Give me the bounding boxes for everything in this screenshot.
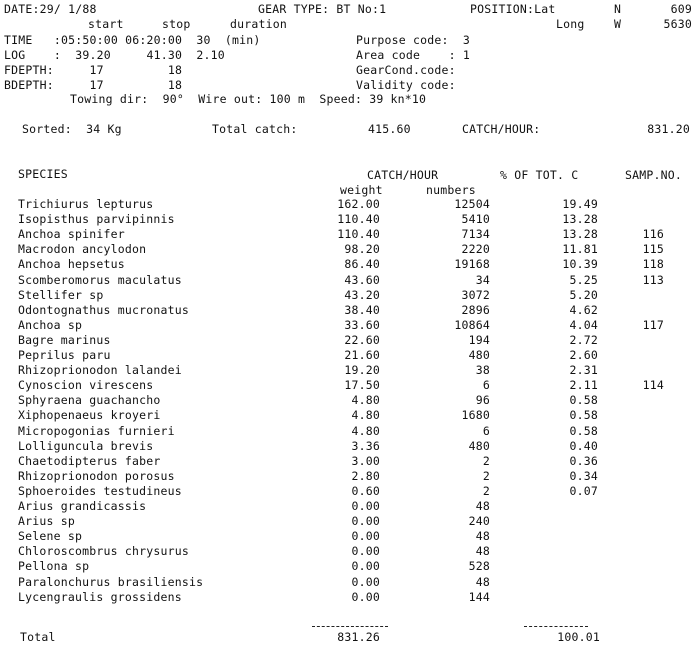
- cell-pct: 13.28: [562, 212, 598, 226]
- validity-code: Validity code:: [356, 78, 456, 92]
- cell-species: Xiphopenaeus kroyeri: [18, 408, 161, 422]
- start-column-label: start: [88, 17, 124, 31]
- log-row: LOG : 39.20 41.30 2.10: [4, 48, 225, 62]
- cell-pct: 10.39: [562, 257, 598, 271]
- cell-species: Rhizoprionodon lalandei: [18, 363, 182, 377]
- weight-header: weight: [340, 183, 383, 197]
- cell-numbers: 7134: [461, 227, 490, 241]
- cell-species: Arius grandicassis: [18, 499, 147, 513]
- cell-weight: 0.60: [351, 484, 380, 498]
- cell-weight: 22.60: [344, 333, 380, 347]
- purpose-code: Purpose code: 3: [356, 33, 470, 47]
- cell-species: Odontognathus mucronatus: [18, 303, 189, 317]
- total-weight: 831.26: [337, 630, 380, 644]
- cell-numbers: 3072: [461, 288, 490, 302]
- cell-pct: 0.58: [569, 408, 598, 422]
- cell-species: Macrodon ancylodon: [18, 242, 147, 256]
- cell-species: Sphyraena guachancho: [18, 393, 161, 407]
- cell-numbers: 528: [468, 559, 490, 573]
- fdepth-row: FDEPTH: 17 18: [4, 63, 183, 77]
- cell-numbers: 480: [468, 348, 490, 362]
- cell-weight: 0.00: [351, 575, 380, 589]
- cell-samp: 114: [642, 378, 664, 392]
- cell-species: Rhizoprionodon porosus: [18, 469, 175, 483]
- cell-numbers: 1680: [461, 408, 490, 422]
- cell-numbers: 194: [468, 333, 490, 347]
- cell-weight: 19.20: [344, 363, 380, 377]
- cell-pct: 2.11: [569, 378, 598, 392]
- cell-pct: 11.81: [562, 242, 598, 256]
- sorted-weight: Sorted: 34 Kg: [22, 122, 122, 136]
- cell-species: Trichiurus lepturus: [18, 197, 154, 211]
- catch-hour-label: CATCH/HOUR:: [462, 122, 541, 136]
- cell-pct: 2.31: [569, 363, 598, 377]
- cell-weight: 0.00: [351, 544, 380, 558]
- cell-pct: 0.58: [569, 424, 598, 438]
- cell-pct: 0.07: [569, 484, 598, 498]
- cell-numbers: 2: [482, 469, 490, 483]
- longitude-value: 5630: [663, 17, 692, 31]
- sample-number-header: SAMP.NO.: [625, 168, 682, 182]
- cell-numbers: 48: [475, 544, 490, 558]
- gearcond-code: GearCond.code:: [356, 63, 456, 77]
- cell-species: Paralonchurus brasiliensis: [18, 575, 204, 589]
- cell-weight: 86.40: [344, 257, 380, 271]
- cell-samp: 113: [642, 273, 664, 287]
- cell-species: Micropogonias furnieri: [18, 424, 175, 438]
- cell-weight: 43.20: [344, 288, 380, 302]
- cell-numbers: 96: [475, 393, 490, 407]
- pct-total-rule: [524, 626, 588, 627]
- stop-column-label: stop: [162, 17, 191, 31]
- cell-pct: 2.72: [569, 333, 598, 347]
- cell-pct: 5.25: [569, 273, 598, 287]
- cell-species: Stellifer sp: [18, 288, 104, 302]
- date-label: DATE:29/ 1/88: [4, 2, 97, 16]
- cell-weight: 0.00: [351, 559, 380, 573]
- cell-species: Lolliguncula brevis: [18, 439, 154, 453]
- cell-species: Chloroscombrus chrysurus: [18, 544, 189, 558]
- cell-numbers: 480: [468, 439, 490, 453]
- cell-species: Arius sp: [18, 514, 75, 528]
- cell-weight: 0.00: [351, 590, 380, 604]
- cell-numbers: 19168: [454, 257, 490, 271]
- cell-samp: 117: [642, 318, 664, 332]
- cell-species: Anchoa spinifer: [18, 227, 125, 241]
- total-catch-label: Total catch:: [212, 122, 298, 136]
- position-label: POSITION:Lat: [470, 2, 556, 16]
- cell-species: Peprilus paru: [18, 348, 111, 362]
- cell-weight: 0.00: [351, 529, 380, 543]
- cell-species: Lycengraulis grossidens: [18, 590, 182, 604]
- cell-species: Chaetodipterus faber: [18, 454, 161, 468]
- cell-weight: 98.20: [344, 242, 380, 256]
- cell-weight: 110.40: [337, 212, 380, 226]
- cell-numbers: 34: [475, 273, 490, 287]
- total-pct: 100.01: [557, 630, 600, 644]
- cell-numbers: 12504: [454, 197, 490, 211]
- cell-weight: 43.60: [344, 273, 380, 287]
- catch-hour-header: CATCH/HOUR: [367, 168, 439, 182]
- cell-pct: 0.36: [569, 454, 598, 468]
- catch-hour-value: 831.20: [647, 122, 690, 136]
- cell-pct: 0.40: [569, 439, 598, 453]
- cell-pct: 2.60: [569, 348, 598, 362]
- cell-weight: 17.50: [344, 378, 380, 392]
- latitude-hemisphere: N: [614, 2, 622, 16]
- cell-weight: 0.00: [351, 514, 380, 528]
- cell-pct: 19.49: [562, 197, 598, 211]
- cell-weight: 2.80: [351, 469, 380, 483]
- cell-species: Sphoeroides testudineus: [18, 484, 182, 498]
- cell-numbers: 6: [482, 378, 490, 392]
- cell-numbers: 5410: [461, 212, 490, 226]
- cell-samp: 118: [642, 257, 664, 271]
- cell-species: Pellona sp: [18, 559, 90, 573]
- cell-pct: 13.28: [562, 227, 598, 241]
- cell-numbers: 2220: [461, 242, 490, 256]
- cell-weight: 38.40: [344, 303, 380, 317]
- pct-total-header: % OF TOT. C: [500, 168, 579, 182]
- cell-weight: 4.80: [351, 424, 380, 438]
- cell-weight: 0.00: [351, 499, 380, 513]
- species-header: SPECIES: [18, 167, 68, 181]
- total-label: Total: [20, 630, 56, 644]
- cell-numbers: 48: [475, 529, 490, 543]
- latitude-value: 609: [670, 2, 692, 16]
- longitude-label: Long: [556, 17, 585, 31]
- longitude-hemisphere: W: [614, 17, 622, 31]
- cell-numbers: 6: [482, 424, 490, 438]
- cell-species: Isopisthus parvipinnis: [18, 212, 175, 226]
- cell-numbers: 48: [475, 499, 490, 513]
- cell-samp: 116: [642, 227, 664, 241]
- cell-weight: 4.80: [351, 393, 380, 407]
- duration-column-label: duration: [230, 17, 287, 31]
- cell-weight: 110.40: [337, 227, 380, 241]
- area-code: Area code : 1: [356, 48, 470, 62]
- total-catch-value: 415.60: [368, 122, 411, 136]
- cell-numbers: 48: [475, 575, 490, 589]
- cell-weight: 162.00: [337, 197, 380, 211]
- cell-weight: 33.60: [344, 318, 380, 332]
- cell-numbers: 2896: [461, 303, 490, 317]
- towing-info: Towing dir: 90° Wire out: 100 m Speed: 39 kn*10: [70, 92, 427, 106]
- cell-weight: 3.36: [351, 439, 380, 453]
- cell-pct: 5.20: [569, 288, 598, 302]
- cell-numbers: 2: [482, 454, 490, 468]
- cell-weight: 21.60: [344, 348, 380, 362]
- cell-numbers: 38: [475, 363, 490, 377]
- cell-samp: 115: [642, 242, 664, 256]
- cell-numbers: 240: [468, 514, 490, 528]
- cell-numbers: 144: [468, 590, 490, 604]
- cell-numbers: 10864: [454, 318, 490, 332]
- gear-type-label: GEAR TYPE: BT No:1: [258, 2, 387, 16]
- cell-pct: 0.34: [569, 469, 598, 483]
- cell-species: Scomberomorus maculatus: [18, 273, 182, 287]
- cell-pct: 0.58: [569, 393, 598, 407]
- numbers-header: numbers: [426, 183, 476, 197]
- bdepth-row: BDEPTH: 17 18: [4, 78, 183, 92]
- time-row: TIME :05:50:00 06:20:00 30 (min): [4, 33, 261, 47]
- cell-species: Selene sp: [18, 529, 83, 543]
- cell-weight: 4.80: [351, 408, 380, 422]
- weight-total-rule: [312, 626, 388, 627]
- cell-species: Anchoa sp: [18, 318, 83, 332]
- cell-pct: 4.04: [569, 318, 598, 332]
- cell-species: Anchoa hepsetus: [18, 257, 125, 271]
- cell-pct: 4.62: [569, 303, 598, 317]
- cell-species: Cynoscion virescens: [18, 378, 154, 392]
- cell-numbers: 2: [482, 484, 490, 498]
- cell-weight: 3.00: [351, 454, 380, 468]
- cell-species: Bagre marinus: [18, 333, 111, 347]
